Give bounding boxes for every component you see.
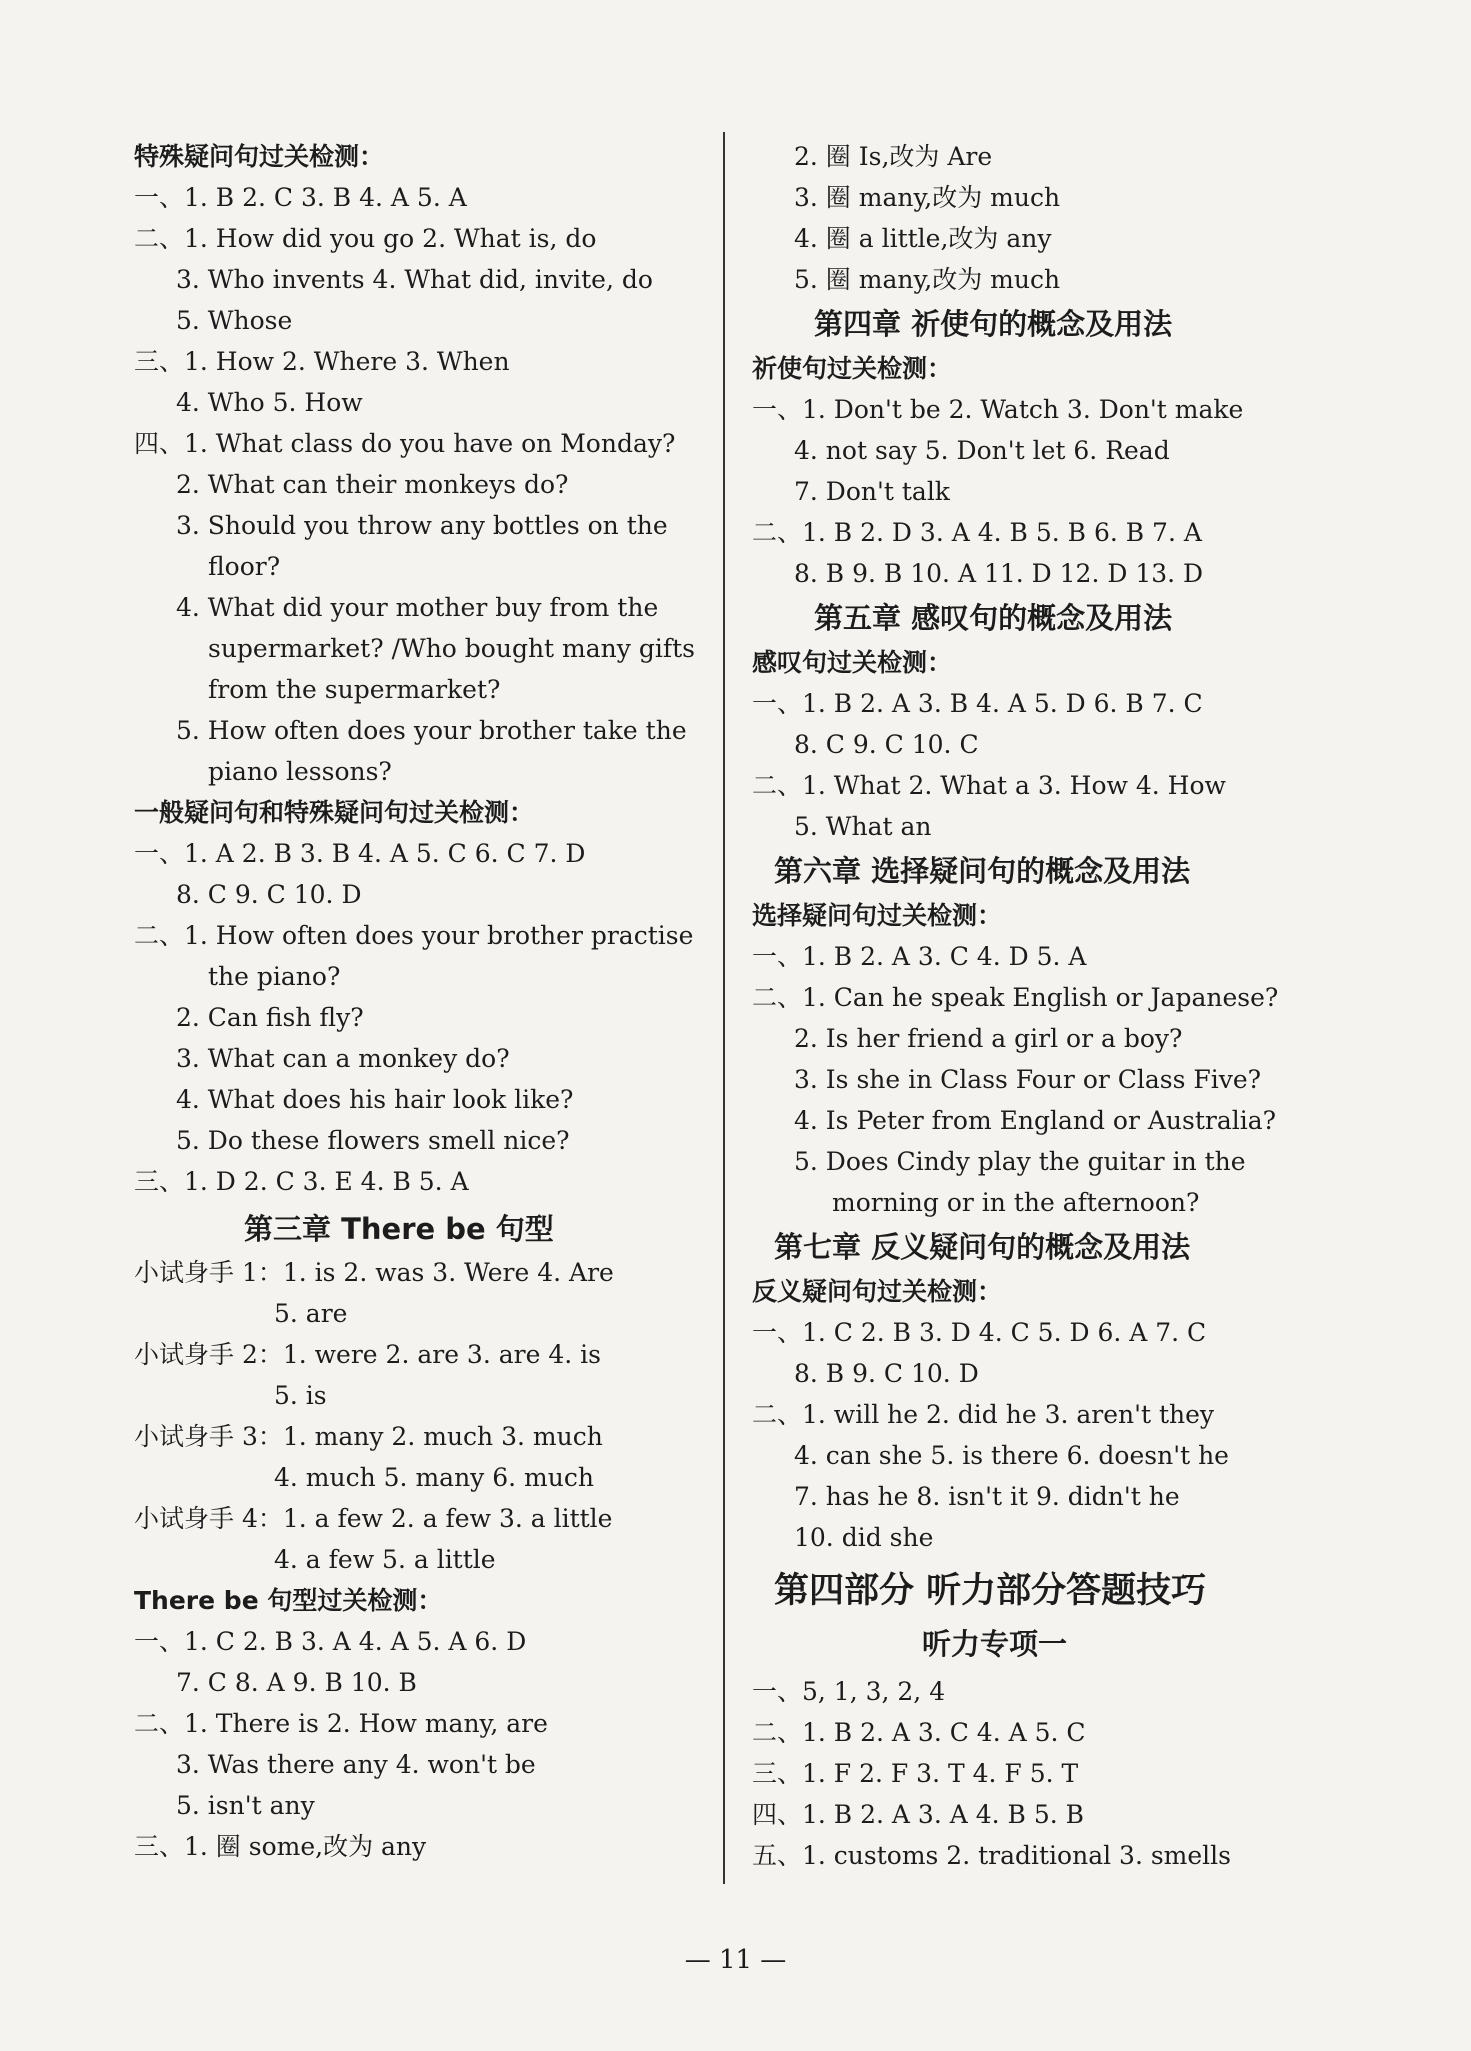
answer-line: 二、1. Can he speak English or Japanese? [752, 983, 1279, 1012]
answer-line: from the supermarket? [208, 675, 501, 704]
answer-line: 小试身手 4：1. a few 2. a few 3. a little [134, 1504, 613, 1533]
answer-line: piano lessons? [208, 757, 392, 786]
answer-line: 5. are [274, 1299, 348, 1328]
answer-line: 8. C 9. C 10. D [176, 880, 362, 909]
answer-line: 二、1. will he 2. did he 3. aren't they [752, 1400, 1215, 1429]
answer-line: 一、1. B 2. C 3. B 4. A 5. A [134, 183, 467, 212]
answer-line: 一、1. C 2. B 3. D 4. C 5. D 6. A 7. C [752, 1318, 1207, 1347]
answer-line: 5. What an [794, 812, 932, 841]
answer-line: 3. 圈 many,改为 much [794, 183, 1061, 212]
answer-line: 3. Should you throw any bottles on the [176, 511, 668, 540]
section-title: 特殊疑问句过关检测： [134, 142, 385, 171]
answer-line: 三、1. F 2. F 3. T 4. F 5. T [752, 1759, 1079, 1788]
answer-line: 四、1. What class do you have on Monday? [134, 429, 676, 458]
answer-line: 5. is [274, 1381, 327, 1410]
answer-line: floor? [208, 552, 281, 581]
answer-line: 3. Was there any 4. won't be [176, 1750, 536, 1779]
chapter-title: 第七章 反义疑问句的概念及用法 [774, 1230, 1191, 1264]
answer-line: 7. has he 8. isn't it 9. didn't he [794, 1482, 1180, 1511]
section-title: 祈使句过关检测： [752, 354, 953, 383]
subsection-title: 听力专项一 [922, 1627, 1068, 1661]
answer-line: 7. Don't talk [794, 477, 950, 506]
column-divider [723, 132, 725, 1884]
answer-line: 4. Is Peter from England or Australia? [794, 1106, 1277, 1135]
answer-line: 5. How often does your brother take the [176, 716, 687, 745]
answer-line: 五、1. customs 2. traditional 3. smells [752, 1841, 1232, 1870]
chapter-title: 第六章 选择疑问句的概念及用法 [774, 854, 1191, 888]
answer-line: 4. 圈 a little,改为 any [794, 224, 1052, 253]
answer-line: 3. What can a monkey do? [176, 1044, 510, 1073]
section-title: 一般疑问句和特殊疑问句过关检测： [134, 798, 535, 827]
answer-line: 4. not say 5. Don't let 6. Read [794, 436, 1170, 465]
answer-line: 4. can she 5. is there 6. doesn't he [794, 1441, 1229, 1470]
answer-line: 一、1. B 2. A 3. B 4. A 5. D 6. B 7. C [752, 689, 1203, 718]
answer-line: 小试身手 1：1. is 2. was 3. Were 4. Are [134, 1258, 614, 1287]
answer-line: 一、1. Don't be 2. Watch 3. Don't make [752, 395, 1244, 424]
answer-line: 8. B 9. B 10. A 11. D 12. D 13. D [794, 559, 1204, 588]
section-title: There be 句型过关检测： [134, 1586, 443, 1615]
answer-line: 一、5, 1, 3, 2, 4 [752, 1677, 946, 1706]
answer-line: 4. a few 5. a little [274, 1545, 496, 1574]
answer-line: 2. Is her friend a girl or a boy? [794, 1024, 1183, 1053]
chapter-title: 第四章 祈使句的概念及用法 [814, 307, 1173, 341]
answer-line: 3. Is she in Class Four or Class Five? [794, 1065, 1262, 1094]
answer-line: 7. C 8. A 9. B 10. B [176, 1668, 417, 1697]
answer-line: 一、1. A 2. B 3. B 4. A 5. C 6. C 7. D [134, 839, 586, 868]
answer-line: 5. Do these flowers smell nice? [176, 1126, 570, 1155]
answer-line: 5. 圈 many,改为 much [794, 265, 1061, 294]
answer-line: 小试身手 3：1. many 2. much 3. much [134, 1422, 603, 1451]
answer-line: 5. isn't any [176, 1791, 315, 1820]
section-title: 感叹句过关检测： [752, 648, 953, 677]
answer-line: 二、1. How did you go 2. What is, do [134, 224, 597, 253]
answer-line: 四、1. B 2. A 3. A 4. B 5. B [752, 1800, 1085, 1829]
answer-line: 4. Who 5. How [176, 388, 363, 417]
section-title: 反义疑问句过关检测： [752, 1277, 1003, 1306]
chapter-title: 第五章 感叹句的概念及用法 [814, 601, 1173, 635]
answer-line: 二、1. B 2. D 3. A 4. B 5. B 6. B 7. A [752, 518, 1202, 547]
answer-line: 三、1. D 2. C 3. E 4. B 5. A [134, 1167, 469, 1196]
answer-line: 三、1. 圈 some,改为 any [134, 1832, 427, 1861]
answer-line: 三、1. How 2. Where 3. When [134, 347, 510, 376]
answer-line: morning or in the afternoon? [832, 1188, 1200, 1217]
answer-line: 3. Who invents 4. What did, invite, do [176, 265, 653, 294]
answer-line: supermarket? /Who bought many gifts [208, 634, 695, 663]
answer-line: 8. B 9. C 10. D [794, 1359, 979, 1388]
page-number: — 11 — [684, 1945, 787, 1975]
answer-line: 二、1. How often does your brother practise [134, 921, 694, 950]
chapter-title: 第三章 There be 句型 [244, 1212, 554, 1246]
answer-line: 5. Whose [176, 306, 293, 335]
answer-line: 4. What did your mother buy from the [176, 593, 659, 622]
section-title: 选择疑问句过关检测： [752, 901, 1003, 930]
answer-line: the piano? [208, 962, 341, 991]
answer-line: 8. C 9. C 10. C [794, 730, 979, 759]
answer-line: 2. Can fish fly? [176, 1003, 364, 1032]
answer-line: 5. Does Cindy play the guitar in the [794, 1147, 1246, 1176]
part-title: 第四部分 听力部分答题技巧 [774, 1571, 1207, 1611]
answer-line: 二、1. There is 2. How many, are [134, 1709, 548, 1738]
answer-line: 二、1. What 2. What a 3. How 4. How [752, 771, 1226, 800]
answer-line: 二、1. B 2. A 3. C 4. A 5. C [752, 1718, 1086, 1747]
answer-line: 一、1. B 2. A 3. C 4. D 5. A [752, 942, 1087, 971]
answer-line: 小试身手 2：1. were 2. are 3. are 4. is [134, 1340, 601, 1369]
answer-line: 4. What does his hair look like? [176, 1085, 574, 1114]
answer-line: 2. 圈 Is,改为 Are [794, 142, 993, 171]
answer-line: 2. What can their monkeys do? [176, 470, 569, 499]
answer-line: 一、1. C 2. B 3. A 4. A 5. A 6. D [134, 1627, 527, 1656]
answer-line: 10. did she [794, 1523, 934, 1552]
answer-line: 4. much 5. many 6. much [274, 1463, 594, 1492]
